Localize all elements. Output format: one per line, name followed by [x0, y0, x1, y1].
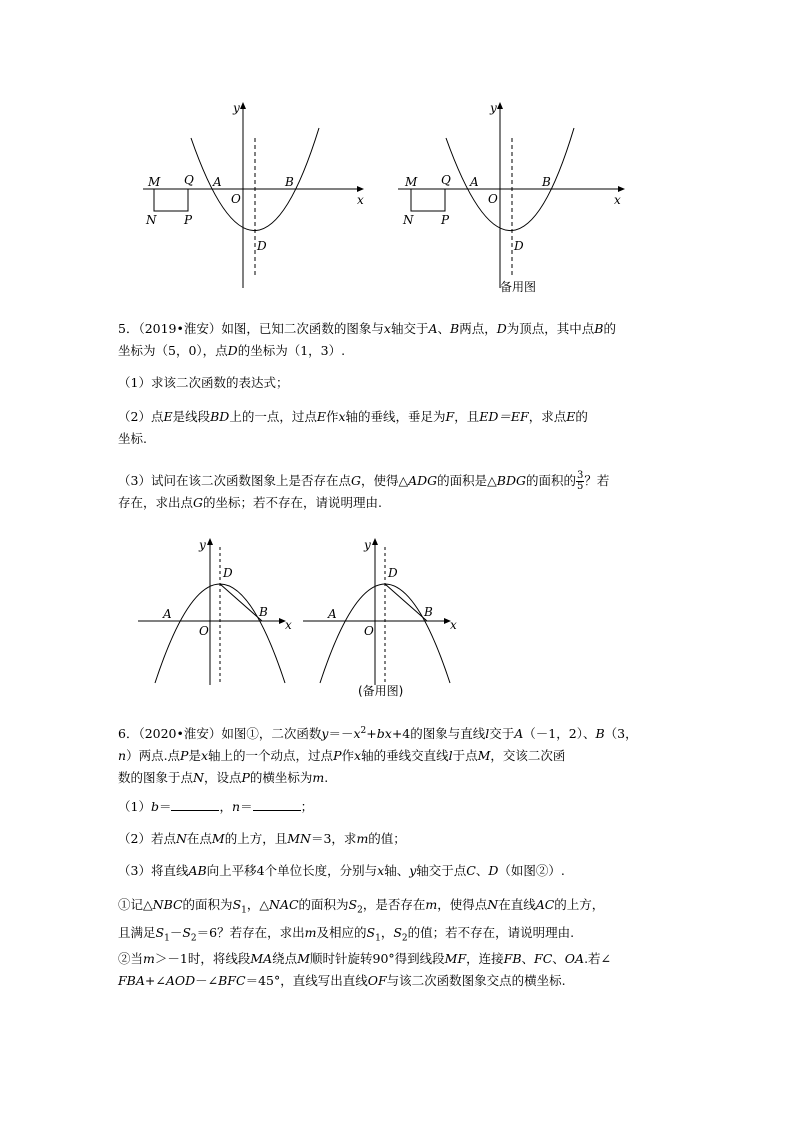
- label-B: B: [542, 175, 551, 189]
- answer-blank-b[interactable]: [171, 798, 219, 811]
- label-D: D: [388, 566, 398, 580]
- figure-top-left: [135, 98, 375, 303]
- label-B: B: [285, 175, 294, 189]
- label-B: B: [424, 605, 433, 619]
- square-mnpq: [154, 189, 188, 211]
- answer-blank-n[interactable]: [253, 798, 301, 811]
- label-x: x: [614, 193, 621, 207]
- segment-DB: [385, 584, 427, 621]
- label-P: P: [441, 213, 450, 227]
- label-x: x: [285, 618, 292, 632]
- label-Q: Q: [441, 173, 451, 187]
- fraction-3-5: $\frac{3}{5}$: [576, 470, 584, 492]
- label-O: O: [199, 624, 209, 638]
- backup-caption: 备用图: [500, 280, 537, 294]
- q6-part2: （2）若点N在点M的上方，且MN＝3，求m的值；: [118, 831, 406, 846]
- label-P: P: [184, 213, 193, 227]
- q6-part3-sub1: ①记△NBC的面积为$S_1$，△NAC的面积为$S_2$，是否存在m，使得点N在直线AC的上方， 且满足$S_1-S_2=6$？若存在，求出m及相应的$S_1$，$S_2$的值；若不存在，请说明理由.: [118, 897, 605, 943]
- label-N: N: [403, 213, 414, 227]
- label-y: y: [490, 101, 497, 115]
- label-y: y: [233, 101, 240, 115]
- parabola: [446, 128, 574, 231]
- label-N: N: [146, 213, 157, 227]
- q5-part1: （1）求该二次函数的表达式；: [118, 375, 289, 390]
- backup-caption: (备用图): [358, 684, 404, 698]
- figure-q5-right: [300, 535, 465, 700]
- label-B: B: [259, 605, 268, 619]
- figure-q5-left: [135, 535, 300, 690]
- label-D: D: [257, 239, 267, 253]
- label-D: D: [514, 239, 524, 253]
- label-x: x: [450, 618, 457, 632]
- label-A: A: [328, 607, 337, 621]
- q6-part3-sub2: ②当m＞－1时，将线段MA绕点M顺时针旋转90°得到线段MF，连接FB、FC、OA.若∠ FBA+∠AOD－∠BFC＝45°，直线写出直线OF与该二次函数图象交点的横坐标.: [118, 951, 612, 988]
- segment-DB: [220, 584, 262, 621]
- label-M: M: [148, 175, 161, 189]
- label-O: O: [488, 192, 498, 206]
- label-A: A: [470, 175, 479, 189]
- square-mnpq: [411, 189, 445, 211]
- q6-statement: 6．（2020•淮安）如图①，二次函数$y=-x^2+bx+4$的图象与直线l交于A（－1，2）、B（3， n）两点.点P是x轴上的一个动点，过点P作x轴的垂线交直线l于点M，交该二次函 数的图象于点N，设点P的横坐标为m.: [118, 726, 638, 786]
- label-D: D: [223, 566, 233, 580]
- label-M: M: [405, 175, 418, 189]
- label-Q: Q: [184, 173, 194, 187]
- label-x: x: [357, 193, 364, 207]
- q5-statement: 5．（2019•淮安）如图，已知二次函数的图象与x轴交于A、B两点，D为顶点，其中点B的 坐标为（5，0），点D的坐标为（1，3）.: [118, 321, 616, 358]
- label-A: A: [163, 607, 172, 621]
- label-y: y: [364, 538, 371, 552]
- q5-part2: （2）点E是线段BD上的一点，过点E作x轴的垂线，垂足为F，且ED＝EF，求点E的 坐标.: [118, 409, 588, 446]
- label-y: y: [199, 538, 206, 552]
- label-O: O: [364, 624, 374, 638]
- q5-part3: （3）试问在该二次函数图象上是否存在点G，使得△ADG的面积是△BDG的面积的 $\frac{3}{5}$ ？若 存在，求出点G的坐标；若不存在，请说明理由.: [118, 470, 610, 510]
- q6-part3: （3）将直线AB向上平移4个单位长度，分别与x轴、y轴交于点C、D（如图②）.: [118, 863, 565, 878]
- label-A: A: [213, 175, 222, 189]
- figure-top-right: [390, 98, 635, 303]
- label-O: O: [231, 192, 241, 206]
- q6-part1: （1）b＝ ，n＝ ；: [118, 799, 314, 814]
